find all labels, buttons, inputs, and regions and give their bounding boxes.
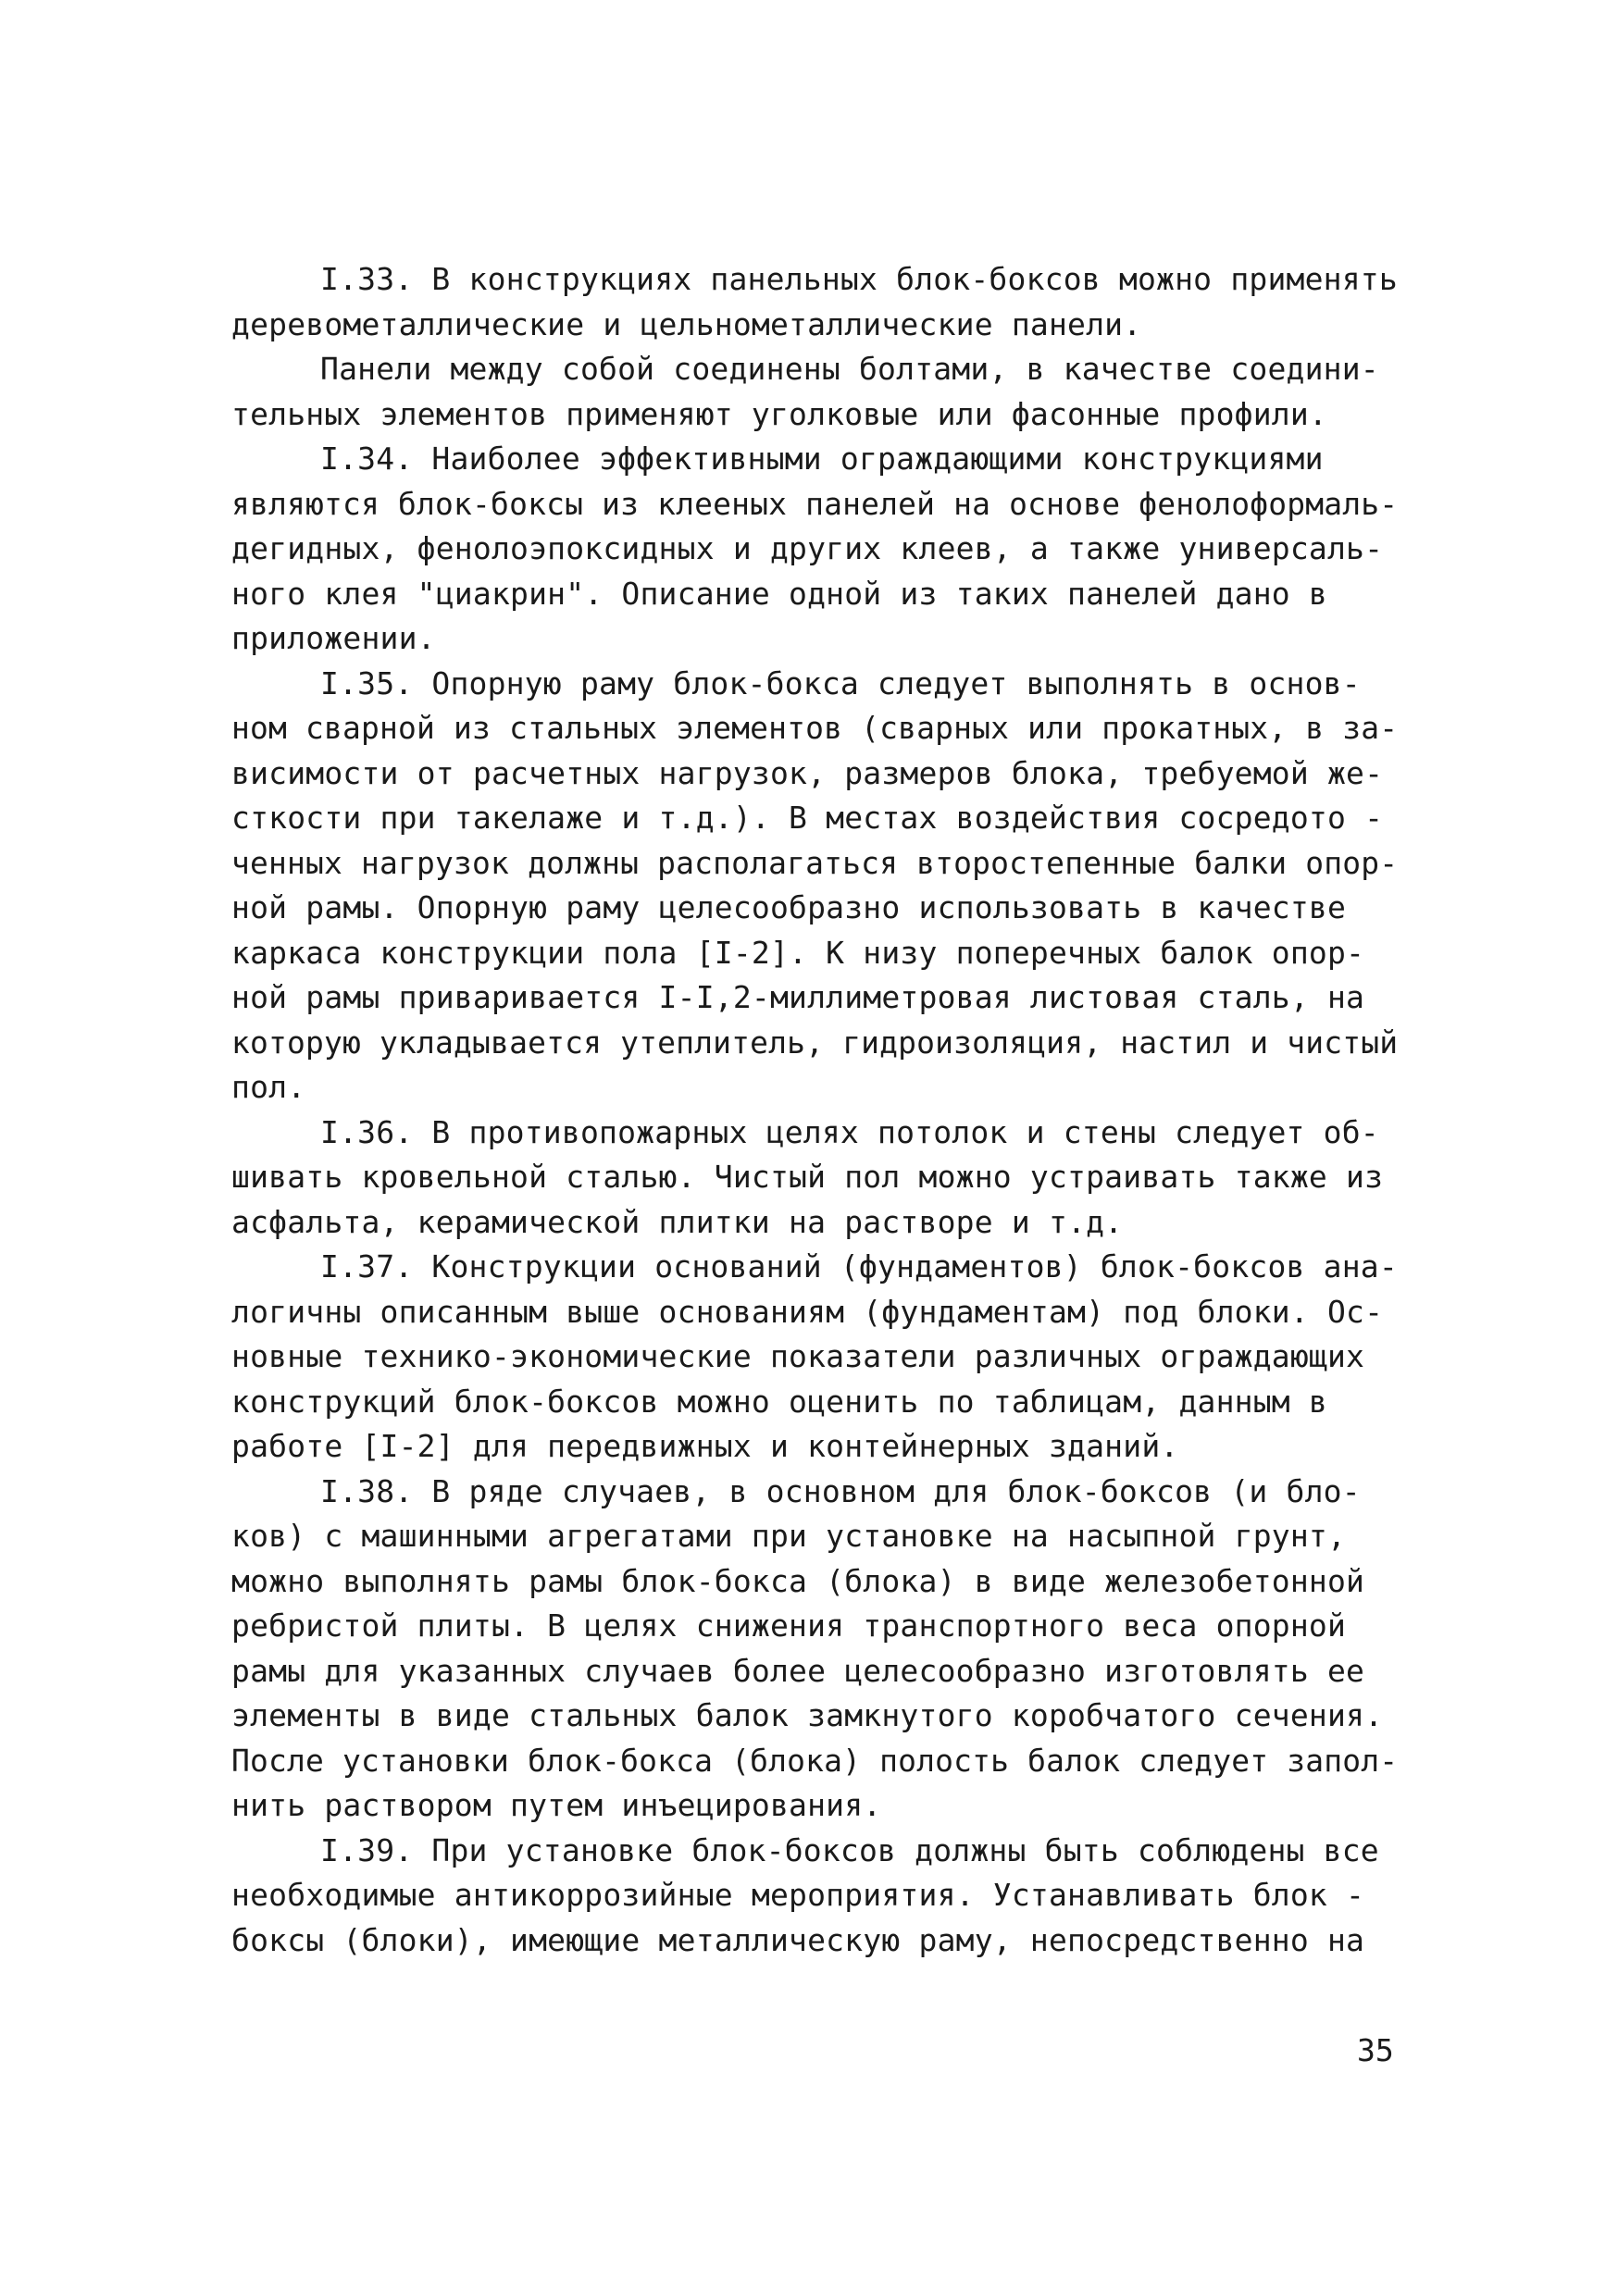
text-line: нить раствором путем инъецирования. [231,1787,882,1823]
text-line: ков) с машинными агрегатами при установке на насыпной грунт, [231,1518,1347,1554]
text-line: каркаса конструкции пола [I-2]. К низу поперечных балок опор- [231,934,1365,971]
text-line: приложении. [231,620,436,656]
text-line: логичны описанным выше основаниям (фундаментам) под блоки. Ос- [231,1293,1384,1330]
text-line: висимости от расчетных нагрузок, размеров блока, требуемой же- [231,754,1384,791]
paragraph-first-line: I.37. Конструкции оснований (фундаментов) блок-боксов ана- [320,1248,1398,1285]
text-line: ребристой плиты. В целях снижения транспортного веса опорной [231,1607,1347,1644]
text-line: ченных нагрузок должны располагаться второстепенные балки опор- [231,844,1399,881]
text-line: конструкций блок-боксов можно оценить по таблицам, данным в [231,1383,1327,1420]
text-line: элементы в виде стальных балок замкнутого коробчатого сечения. [231,1697,1384,1733]
text-line: которую укладывается утеплитель, гидроизоляция, настил и чистый [231,1024,1399,1061]
text-line: необходимые антикоррозийные мероприятия. Устанавливать блок - [231,1877,1365,1913]
paragraph-first-line: Панели между собой соединены болтами, в качестве соедини- [320,351,1379,387]
paragraph-first-line: I.33. В конструкциях панельных блок-боксов можно применять [320,261,1398,297]
text-line: сткости при такелаже и т.д.). В местах воздействия сосредото - [231,800,1384,836]
text-line: пол. [231,1069,306,1105]
text-line: рамы для указанных случаев более целесообразно изготовлять ее [231,1652,1365,1689]
text-line: дегидных, фенолоэпоксидных и других клеев, а также универсаль- [231,530,1384,566]
text-line: ном сварной из стальных элементов (сварных или прокатных, в за- [231,710,1399,746]
text-line: тельных элементов применяют уголковые или фасонные профили. [231,395,1327,432]
paragraph-first-line: I.34. Наиболее эффективными ограждающими конструкциями [320,441,1324,477]
body-text [231,257,1398,1963]
text-line: ной рамы. Опорную раму целесообразно использовать в качестве [231,889,1347,925]
text-line: работе [I-2] для передвижных и контейнерных зданий. [231,1428,1179,1464]
text-line: ного клея "циакрин". Описание одной из таких панелей дано в [231,575,1327,612]
text-line: новные технико-экономические показатели различных ограждающих [231,1338,1365,1374]
page-number: 35 [1357,2032,1394,2068]
paragraph-first-line: I.35. Опорную раму блок-бокса следует выполнять в основ- [320,664,1361,701]
paragraph-first-line: I.36. В противопожарных целях потолок и стены следует об- [320,1113,1379,1150]
paragraph-first-line: I.39. При установке блок-боксов должны быть соблюдены все [320,1831,1379,1868]
text-line: можно выполнять рамы блок-бокса (блока) в виде железобетонной [231,1562,1365,1599]
text-line: После установки блок-бокса (блока) полость балок следует запол- [231,1742,1399,1779]
text-line: асфальта, керамической плитки на растворе и т.д. [231,1203,1124,1240]
text-line: являются блок-боксы из клееных панелей на основе фенолоформаль- [231,485,1399,522]
text-line: боксы (блоки), имеющие металлическую раму, непосредственно на [231,1921,1365,1958]
text-line: ной рамы приваривается I-I,2-миллиметровая листовая сталь, на [231,979,1365,1015]
paragraph-first-line: I.38. В ряде случаев, в основном для блок-боксов (и бло- [320,1472,1361,1509]
text-line: шивать кровельной сталью. Чистый пол можно устраивать также из [231,1159,1384,1195]
text-line: деревометаллические и цельнометаллические панели. [231,305,1142,342]
